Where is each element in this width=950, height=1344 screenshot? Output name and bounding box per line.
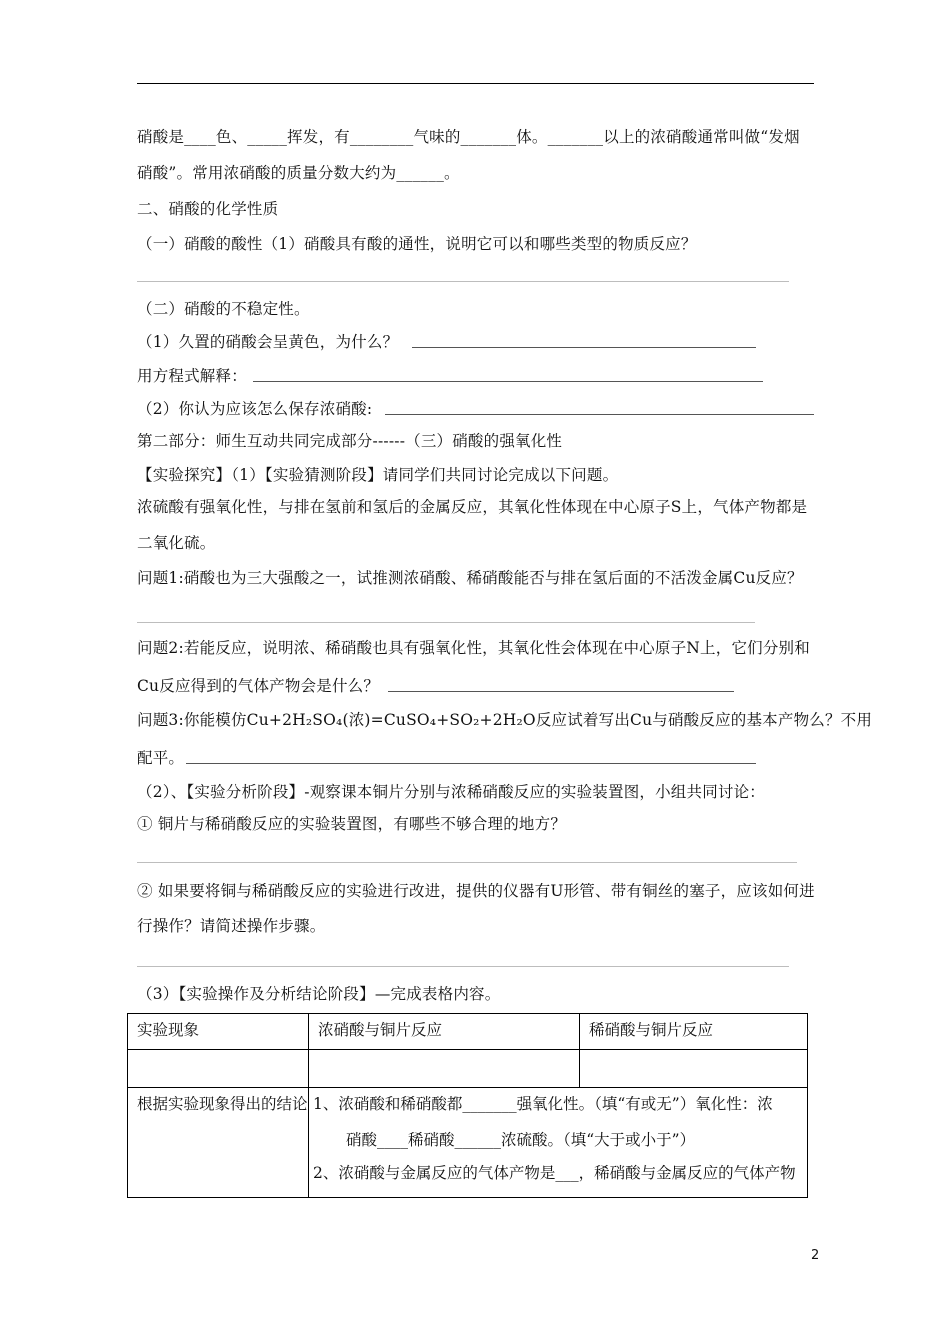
answer-blank [186,763,756,764]
answer-blank [253,381,763,382]
section-heading: 二、硝酸的化学性质 [137,200,279,218]
table-cell [128,1014,309,1050]
question-line: （1）久置的硝酸会呈黄色，为什么？ [137,333,399,351]
text-line: 硝酸”。常用浓硝酸的质量分数大约为______。 [137,164,460,182]
table-cell-input[interactable] [580,1050,808,1088]
cell-text: 稀硝酸与铜片反应 [589,1021,714,1039]
question-line: ① 铜片与稀硝酸反应的实验装置图，有哪些不够合理的地方？ [137,815,567,833]
cell-text: 硝酸____稀硝酸______浓硫酸。（填“大于或小于”） [346,1131,696,1149]
cell-text: 根据实验现象得出的结论 [137,1095,308,1113]
results-table [127,1013,808,1198]
question-line: ② 如果要将铜与稀硝酸反应的实验进行改进，提供的仪器有U形管、带有铜丝的塞子，应该如何进 [137,882,815,900]
sub-heading: （二）硝酸的不稳定性。 [137,300,310,318]
answer-blank [388,691,734,692]
text-line: 浓硫酸有强氧化性，与排在氢前和氢后的金属反应，其氧化性体现在中心原子S上，气体产物都是 [137,498,808,516]
page-number: 2 [811,1248,820,1263]
answer-line [137,862,797,863]
question-line: （一）硝酸的酸性（1）硝酸具有酸的通性，说明它可以和哪些类型的物质反应？ [137,235,697,253]
text-line: 【实验探究】（1）【实验猜测阶段】请同学们共同讨论完成以下问题。 [137,466,619,484]
cell-text: 2、浓硝酸与金属反应的气体产物是___，稀硝酸与金属反应的气体产物 [313,1164,796,1182]
text-line: （2）、【实验分析阶段】-观察课本铜片分别与浓稀硝酸反应的实验装置图，小组共同讨论： [137,783,766,801]
text-line: 硝酸是____色、_____挥发，有________气味的_______体。_______以上的浓硝酸通常叫做“发烟 [137,128,800,146]
table-cell [309,1014,580,1050]
answer-blank [412,347,756,348]
question-line: 问题1:硝酸也为三大强酸之一，试推测浓硝酸、稀硝酸能否与排在氢后面的不活泼金属Cu反应？ [137,569,803,587]
question-line: Cu反应得到的气体产物会是什么？ [137,677,380,695]
table-cell [128,1088,309,1198]
text-line: 二氧化硫。 [137,534,216,552]
table-row [128,1088,808,1198]
cell-text: 浓硝酸与铜片反应 [318,1021,443,1039]
table-row [128,1014,808,1050]
cell-text: 1、浓硝酸和稀硝酸都_______强氧化性。（填“有或无”）氧化性：浓 [313,1095,773,1113]
table-cell [580,1014,808,1050]
table-cell [309,1088,808,1198]
question-line: 用方程式解释： [137,367,247,385]
text-line: （3）【实验操作及分析结论阶段】—完成表格内容。 [137,985,501,1003]
question-line: 问题2:若能反应，说明浓、稀硝酸也具有强氧化性，其氧化性会体现在中心原子N上，它们分别和 [137,639,810,657]
answer-line [137,966,789,967]
header-rule [137,83,814,84]
table-cell-input[interactable] [309,1050,580,1088]
question-line: 配平。 [137,749,185,767]
table-row [128,1050,808,1088]
answer-line [137,281,789,282]
answer-blank [385,414,814,415]
answer-line [137,622,755,623]
part-heading: 第二部分：师生互动共同完成部分------（三）硝酸的强氧化性 [137,432,563,450]
question-line: 行操作？请简述操作步骤。 [137,917,326,935]
cell-text: 实验现象 [137,1021,200,1039]
table-cell [128,1050,309,1088]
question-line: （2）你认为应该怎么保存浓硝酸: [137,400,373,418]
question-line: 问题3:你能模仿Cu+2H₂SO₄(浓)=CuSO₄+SO₂+2H₂O反应试着写出Cu与硝酸反应的基本产物么？不用 [137,711,873,729]
